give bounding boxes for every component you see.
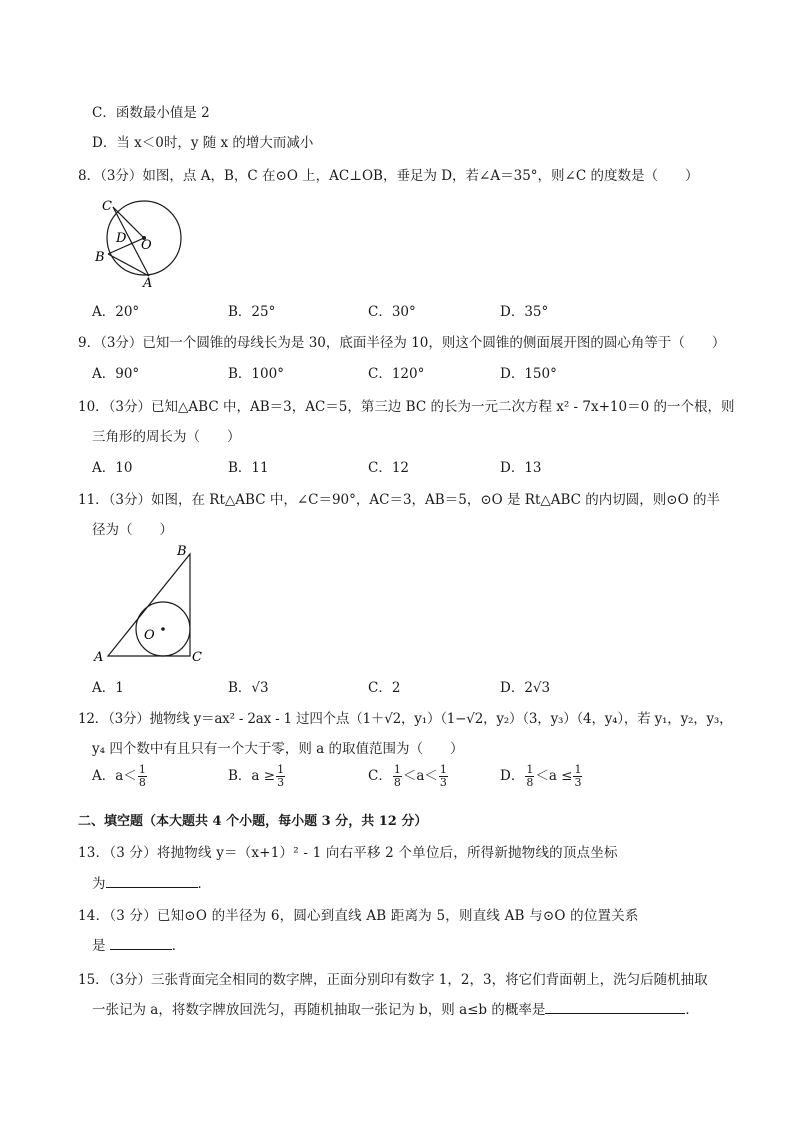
q9-option-c: C．120° bbox=[368, 366, 425, 382]
q13-suffix: ． bbox=[197, 876, 211, 892]
q15-answer-blank[interactable] bbox=[545, 999, 685, 1014]
q12-option-a-num: 1 bbox=[138, 763, 146, 776]
q12-option-b-den: 3 bbox=[277, 776, 285, 789]
q12-option-c-fraction2 bbox=[439, 764, 448, 789]
q8-option-c: C．30° bbox=[368, 304, 416, 320]
q8-label-o: O bbox=[141, 238, 152, 253]
q12-stem-line1: 12．（3分）抛物线 y＝ax² - 2ax - 1 过四个点（1＋√2，y₁）（1−√2，y₂）（3，y₃）（4，y₄），若 y₁，y₂，y₃， bbox=[78, 711, 733, 727]
q12-option-a-fraction bbox=[138, 764, 147, 789]
q8-stem: 8．（3分）如图，点 A，B，C 在⊙O 上，AC⊥OB，垂足为 D，若∠A＝35°，则∠C 的度数是（ ） bbox=[78, 168, 699, 184]
q11-label-b: B bbox=[177, 544, 187, 559]
q10-stem-line1: 10．（3分）已知△ABC 中，AB＝3，AC＝5，第三边 BC 的长为一元二次方程 x² - 7x+10＝0 的一个根，则 bbox=[78, 399, 735, 415]
q9-option-d: D．150° bbox=[500, 366, 557, 382]
q10-option-a: A．10 bbox=[92, 460, 133, 476]
q12-option-c-num2: 1 bbox=[439, 763, 447, 776]
q11-option-c: C．2 bbox=[368, 680, 401, 696]
q8-label-d: D bbox=[116, 231, 127, 246]
q14-prefix: 是 bbox=[92, 938, 106, 954]
q7-option-c: C．函数最小值是 2 bbox=[92, 105, 210, 121]
q11-label-c: C bbox=[192, 650, 202, 665]
q8-option-a: A．20° bbox=[92, 304, 140, 320]
q12-option-c bbox=[368, 764, 449, 789]
q13-prefix: 为 bbox=[92, 876, 106, 892]
q11-option-a: A．1 bbox=[92, 680, 124, 696]
q11-stem-line2: 径为（ ） bbox=[92, 522, 173, 538]
q11-stem-line1: 11．（3分）如图，在 Rt△ABC 中，∠C＝90°，AC＝3，AB＝5，⊙O 是 Rt△ABC 的内切圆，则⊙O 的半 bbox=[78, 492, 720, 508]
q14-stem-line1: 14．（3 分）已知⊙O 的半径为 6，圆心到直线 AB 距离为 5，则直线 AB 与⊙O 的位置关系 bbox=[78, 908, 639, 924]
q8-option-d: D．35° bbox=[500, 304, 549, 320]
q13-stem-line1: 13．（3 分）将抛物线 y＝（x+1）² - 1 向右平移 2 个单位后，所得新抛物线的顶点坐标 bbox=[78, 845, 618, 861]
q12-option-c-fraction1 bbox=[393, 764, 402, 789]
q11-label-a: A bbox=[94, 650, 104, 665]
q12-option-d-prefix: D． bbox=[500, 768, 525, 784]
q8-label-c: C bbox=[102, 199, 112, 214]
q12-option-b-num: 1 bbox=[277, 763, 285, 776]
q12-option-d-fraction2 bbox=[573, 764, 582, 789]
q8-label-b: B bbox=[95, 250, 105, 265]
q12-option-a-den: 8 bbox=[138, 776, 146, 789]
q7-option-d: D．当 x＜0时，y 随 x 的增大而减小 bbox=[92, 135, 314, 151]
q12-option-c-den1: 8 bbox=[393, 776, 401, 789]
q12-option-a-prefix: A．a＜ bbox=[92, 768, 137, 784]
q12-option-d-fraction1 bbox=[525, 764, 534, 789]
q12-option-d-den1: 8 bbox=[526, 776, 534, 789]
q11-label-o: O bbox=[144, 628, 155, 643]
q13-stem-line2 bbox=[92, 872, 211, 892]
q9-stem: 9．（3分）已知一个圆锥的母线长为是 30，底面半径为 10，则这个圆锥的侧面展开图的圆心角等于（ ） bbox=[78, 335, 726, 351]
q12-option-c-den2: 3 bbox=[439, 776, 447, 789]
q12-option-c-prefix: C． bbox=[368, 768, 392, 784]
q14-answer-blank[interactable] bbox=[110, 935, 172, 950]
q12-option-c-num1: 1 bbox=[393, 763, 401, 776]
q12-option-d-den2: 3 bbox=[574, 776, 582, 789]
q11-option-d: D．2√3 bbox=[500, 680, 551, 696]
q12-option-d-num1: 1 bbox=[526, 763, 534, 776]
q12-option-b bbox=[228, 764, 286, 789]
q10-stem-line2: 三角形的周长为（ ） bbox=[92, 429, 241, 445]
q12-option-c-mid: ＜a＜ bbox=[402, 768, 438, 784]
q11-triangle-figure bbox=[88, 540, 218, 670]
q12-stem-line2: y₄ 四个数中有且只有一个大于零，则 a 的取值范围为（ ） bbox=[92, 741, 464, 757]
q12-option-b-prefix: B．a ≥ bbox=[228, 768, 276, 784]
q14-stem-line2 bbox=[92, 934, 185, 954]
q15-suffix: ． bbox=[685, 1002, 699, 1018]
q12-option-d-mid: ＜a ≤ bbox=[535, 768, 573, 784]
q15-stem-line2 bbox=[92, 998, 699, 1018]
q12-option-a bbox=[92, 764, 148, 789]
q8-label-a: A bbox=[143, 276, 153, 290]
q10-option-d: D．13 bbox=[500, 460, 542, 476]
q8-circle-figure bbox=[88, 190, 188, 290]
q9-option-a: A．90° bbox=[92, 366, 140, 382]
q15-prefix: 一张记为 a，将数字牌放回洗匀，再随机抽取一张记为 b，则 a≤b 的概率是 bbox=[92, 1002, 546, 1018]
q12-option-d-num2: 1 bbox=[574, 763, 582, 776]
q10-option-c: C．12 bbox=[368, 460, 410, 476]
q15-stem-line1: 15．（3分）三张背面完全相同的数字牌，正面分别印有数字 1，2，3，将它们背面朝上，洗匀后随机抽取 bbox=[78, 972, 708, 988]
q12-option-b-fraction bbox=[276, 764, 285, 789]
q8-option-b: B．25° bbox=[228, 304, 276, 320]
q12-option-d bbox=[500, 764, 583, 789]
q11-option-b: B．√3 bbox=[228, 680, 269, 696]
q14-suffix: ． bbox=[171, 938, 186, 954]
q9-option-b: B．100° bbox=[228, 366, 284, 382]
q10-option-b: B．11 bbox=[228, 460, 269, 476]
q13-answer-blank[interactable] bbox=[106, 873, 198, 888]
section-fill-in-heading: 二、填空题（本大题共 4 个小题，每小题 3 分，共 12 分） bbox=[78, 814, 428, 829]
